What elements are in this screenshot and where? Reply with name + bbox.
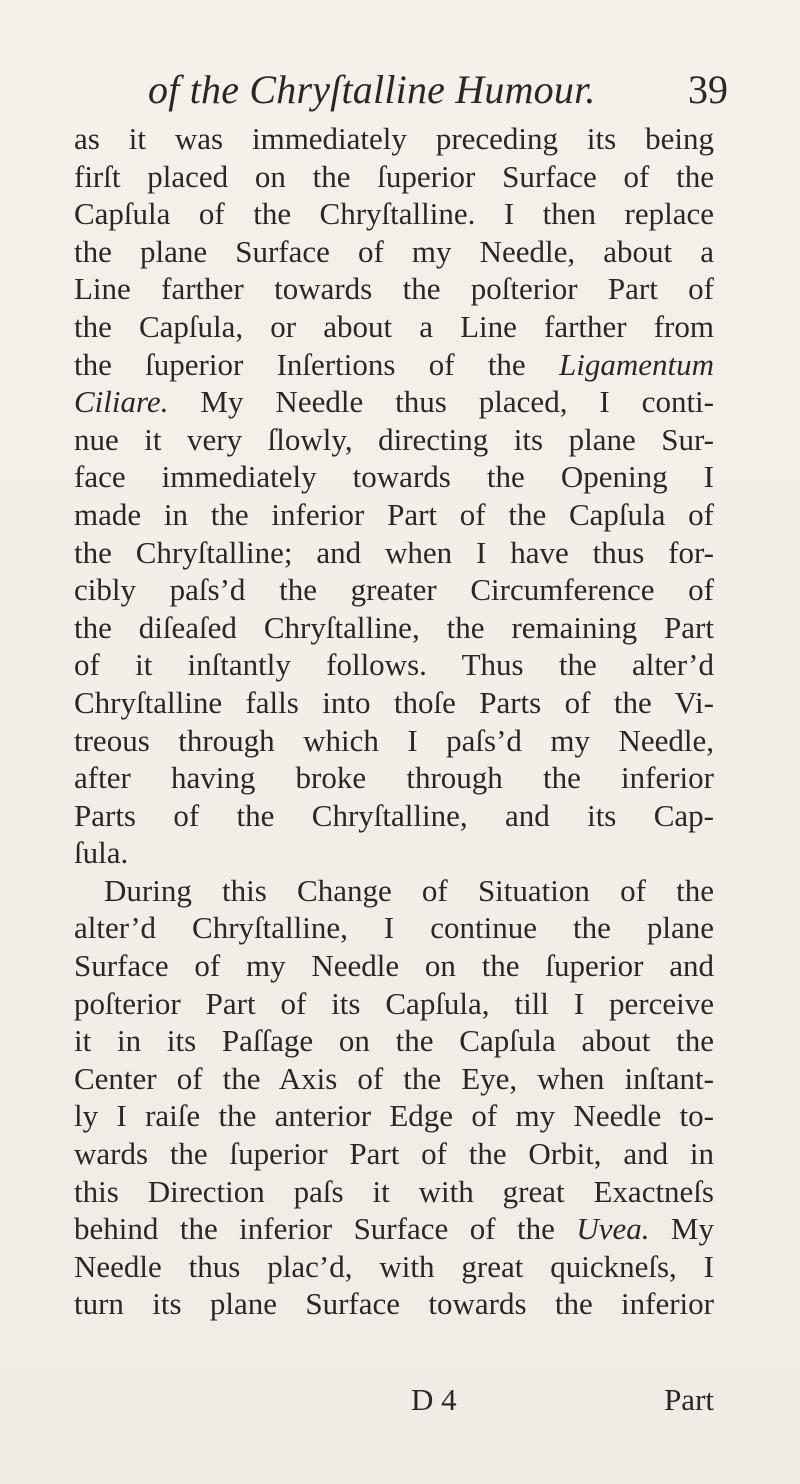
text-line: this Direction paſs it with great Exactneſs	[74, 1173, 714, 1209]
text-line: Ciliare. My Needle thus placed, I conti-	[74, 384, 714, 420]
text-line: poſterior Part of its Capſula, till I perceive	[74, 985, 714, 1021]
text-line: the Capſula, or about a Line farther from	[74, 308, 714, 344]
running-title: of the Chryſtalline Humour.	[148, 67, 596, 112]
text-line: as it was immediately preceding its being	[74, 121, 714, 156]
text-line: wards the ſuperior Part of the Orbit, and in	[74, 1136, 714, 1172]
italic-term: Ciliare.	[74, 384, 169, 420]
text-line: treous through which I paſs’d my Needle,	[74, 722, 714, 758]
text-line: Chryſtalline falls into thoſe Parts of the Vi-	[74, 684, 714, 720]
text-line: ly I raiſe the anterior Edge of my Needle to-	[74, 1098, 714, 1134]
text-line: Needle thus plac’d, with great quickneſs, I	[74, 1248, 714, 1284]
catchword: Part	[664, 1382, 714, 1417]
text-line: the ſuperior Inſertions of the Ligamentum	[74, 346, 714, 382]
text-line: ſula.	[74, 835, 129, 871]
text-line: Parts of the Chryſtalline, and its Cap-	[74, 797, 714, 833]
page-number: 39	[688, 67, 728, 112]
text-line: firſt placed on the ſuperior Surface of the	[74, 158, 714, 194]
body-text	[74, 120, 714, 1323]
text-line: the Chryſtalline; and when I have thus for-	[74, 534, 714, 570]
italic-term: Ligamentum	[559, 346, 714, 382]
text-line: the diſeaſed Chryſtalline, the remaining Part	[74, 609, 714, 645]
text-line: cibly paſs’d the greater Circumference of	[74, 572, 714, 608]
text-line: Line farther towards the poſterior Part of	[74, 271, 714, 307]
text-line: During this Change of Situation of the	[104, 872, 714, 908]
text-line: made in the inferior Part of the Capſula of	[74, 496, 714, 532]
text-line: alter’d Chryſtalline, I continue the plane	[74, 910, 714, 946]
text-line: it in its Paſſage on the Capſula about the	[74, 1023, 714, 1059]
text-line: after having broke through the inferior	[74, 760, 714, 796]
page-footer	[74, 1382, 714, 1422]
text-line: Surface of my Needle on the ſuperior and	[74, 948, 714, 984]
text-line: the plane Surface of my Needle, about a	[74, 233, 714, 269]
text-line: Center of the Axis of the Eye, when inſtant-	[74, 1060, 714, 1096]
text-line: nue it very ſlowly, directing its plane Sur-	[74, 421, 714, 457]
text-line: face immediately towards the Opening I	[74, 459, 714, 495]
text-line: behind the inferior Surface of the Uvea. My	[74, 1211, 714, 1247]
text-line: Capſula of the Chryſtalline. I then replace	[74, 196, 714, 232]
italic-term: Uvea.	[576, 1211, 650, 1247]
text-line: turn its plane Surface towards the inferior	[74, 1286, 714, 1322]
signature-mark: D 4	[411, 1382, 457, 1417]
text-line: of it inſtantly follows. Thus the alter’d	[74, 647, 714, 683]
page-header	[138, 66, 728, 118]
